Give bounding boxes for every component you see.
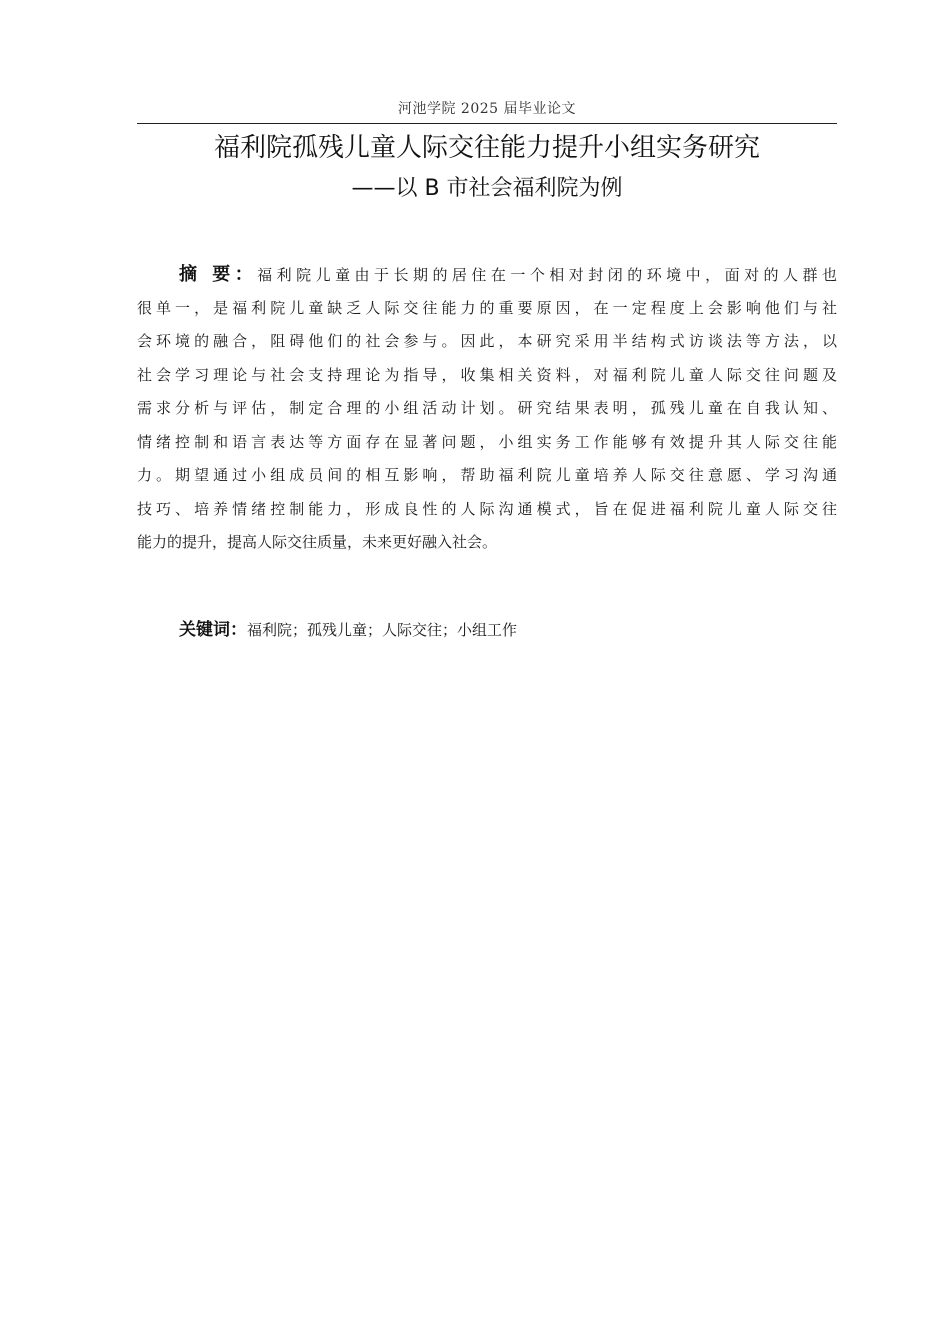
abstract-text-line: 技巧、培养情绪控制能力，形成良性的人际沟通模式，旨在促进福利院儿童人际交往 [137,499,837,518]
abstract-text-line: 需求分析与评估，制定合理的小组活动计划。研究结果表明，孤残儿童在自我认知、 [137,399,837,417]
keywords-section [179,615,517,645]
thesis-subtitle: ——以 B 市社会福利院为例 [351,176,623,201]
abstract-text-line: 力。期望通过小组成员间的相互影响，帮助福利院儿童培养人际交往意愿、学习沟通 [137,466,837,484]
abstract-label: 摘 要： [179,264,258,285]
abstract-text-line: 会环境的融合，阻碍他们的社会参与。因此，本研究采用半结构式访谈法等方法，以 [137,332,837,350]
thesis-title: 福利院孤残儿童人际交往能力提升小组实务研究 [213,133,760,163]
running-header: 河池学院 2025 届毕业论文 [397,101,577,117]
abstract-text-line: 情绪控制和语言表达等方面存在显著问题，小组实务工作能够有效提升其人际交往能 [137,432,837,451]
abstract-text-line: 福利院儿童由于长期的居住在一个相对封闭的环境中，面对的人群也 [257,266,837,284]
abstract-section [137,258,837,560]
abstract-text-line: 社会学习理论与社会支持理论为指导，收集相关资料，对福利院儿童人际交往问题及 [137,365,837,384]
header-rule [137,123,837,124]
abstract-line-1 [137,258,837,292]
keywords-text: 福利院；孤残儿童；人际交往；小组工作 [247,621,518,639]
abstract-text-line: 很单一，是福利院儿童缺乏人际交往能力的重要原因，在一定程度上会影响他们与社 [137,298,837,317]
abstract-text-line: 能力的提升，提高人际交往质量，未来更好融入社会。 [137,533,498,551]
keywords-label: 关键词： [179,620,247,640]
